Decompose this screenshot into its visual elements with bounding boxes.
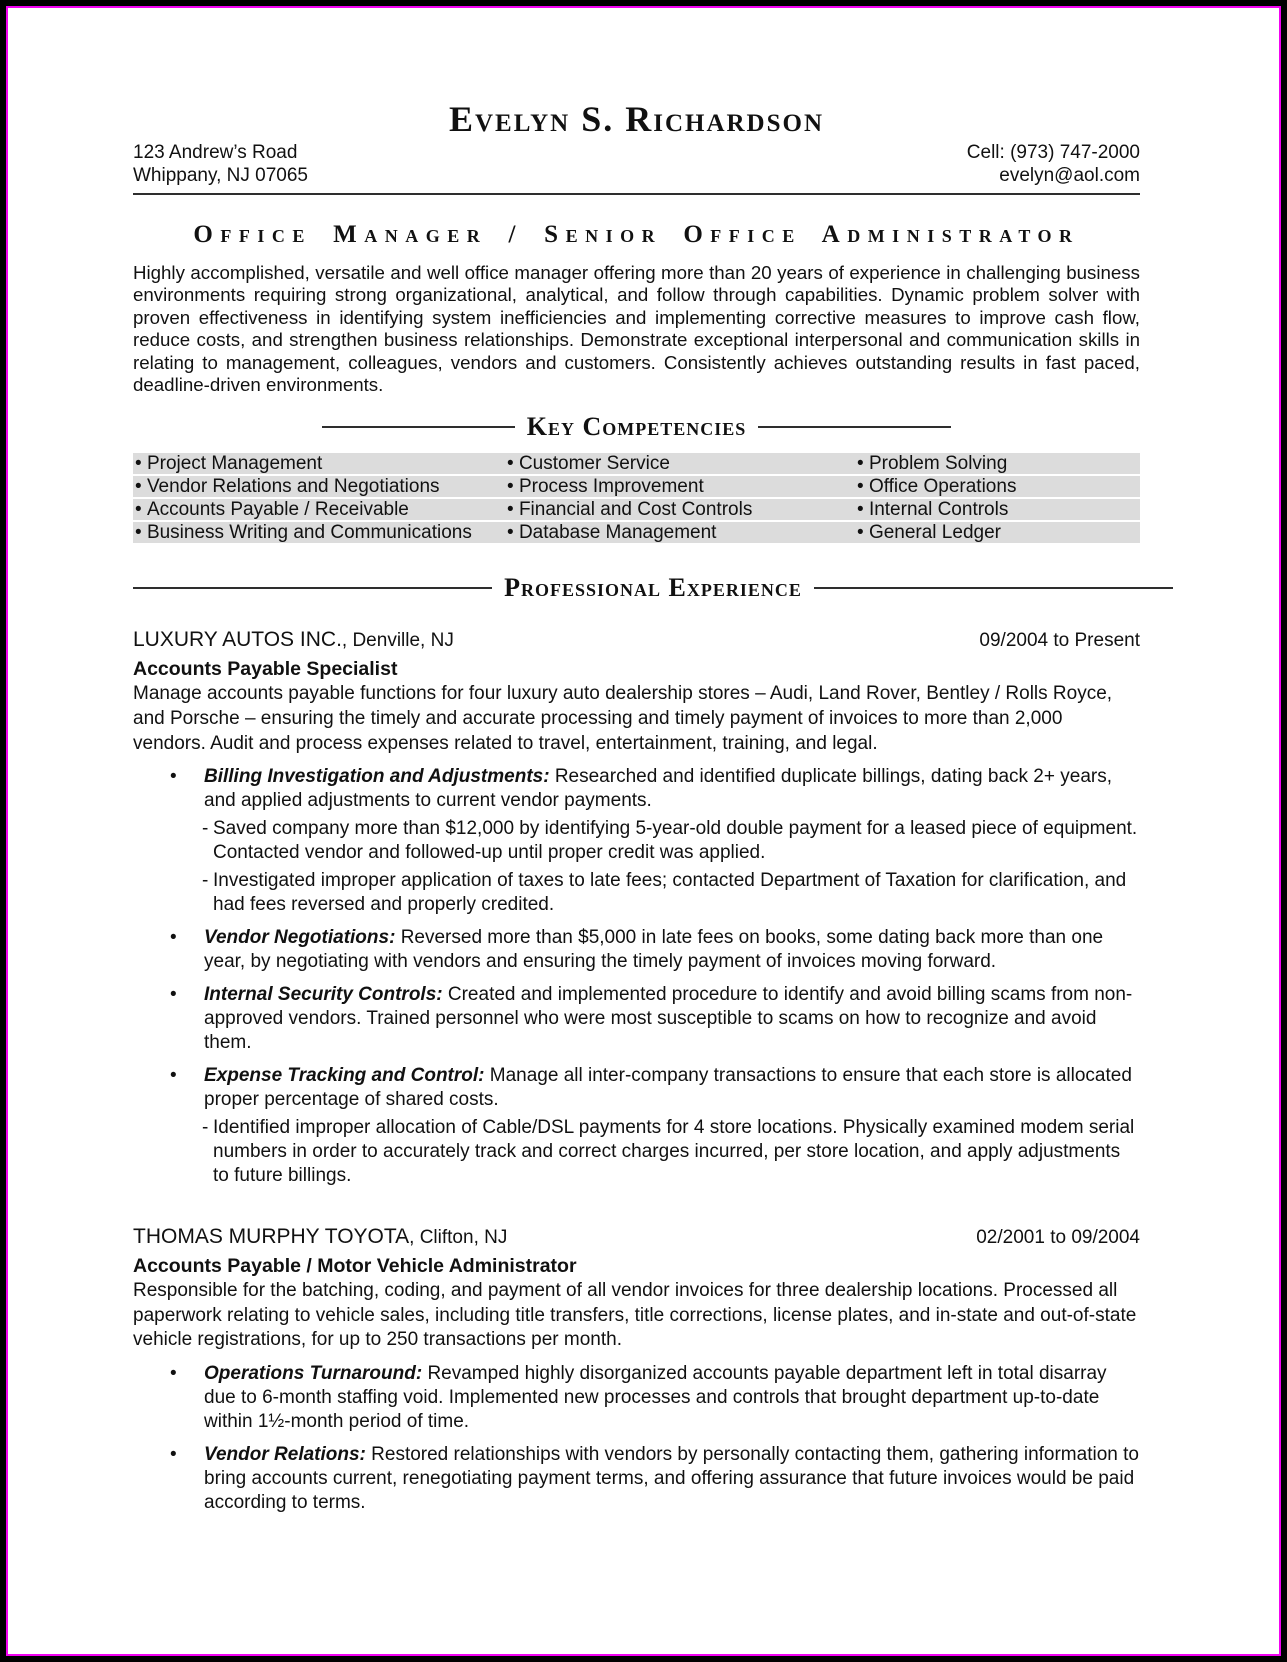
bullet-lead: Vendor Negotiations:	[204, 927, 396, 949]
competency-item: • Problem Solving	[855, 453, 1140, 474]
target-job-title: Office Manager / Senior Office Administrator	[193, 221, 1080, 248]
job-dates: 02/2001 to 09/2004	[976, 1227, 1140, 1249]
competency-item: • Database Management	[505, 522, 855, 543]
professional-experience-heading	[133, 573, 1173, 603]
job-entry	[133, 628, 1140, 1188]
resume-content	[133, 100, 1140, 1515]
competency-item: • Project Management	[133, 453, 505, 474]
competency-item: • Process Improvement	[505, 476, 855, 497]
list-item	[133, 1064, 1140, 1112]
contact-block	[133, 141, 1140, 187]
address-line-2: Whippany, NJ 07065	[133, 165, 308, 186]
competency-item: • Office Operations	[855, 476, 1140, 497]
heading-line-right	[758, 426, 951, 428]
heading-line-left	[133, 587, 492, 589]
phone-number: Cell: (973) 747-2000	[966, 142, 1140, 163]
bullet-lead: Vendor Relations:	[204, 1444, 366, 1465]
job-description: Manage accounts payable functions for four luxury auto dealership stores – Audi, Land Rover, Bentley / Rolls Royce, and Porsche – ensuring the timely and accurate processing and timely payment of invoices to more than 2,000 vendors. Audit and process expenses related to travel, entertainment, training, and legal.	[133, 683, 1113, 754]
list-item	[133, 1443, 1140, 1515]
bullet-text: Researched and identified duplicate billings, dating back 2+ years, and applied adjustments to current vendor payments.	[204, 766, 1112, 812]
competency-item: • Internal Controls	[855, 499, 1140, 520]
heading-line-left	[322, 426, 515, 428]
list-item	[133, 1362, 1140, 1434]
competency-item: • Business Writing and Communications	[133, 522, 505, 543]
competency-item: • Customer Service	[505, 453, 855, 474]
person-name: Evelyn S. Richardson	[448, 99, 825, 139]
key-competencies-title: Key Competencies	[526, 412, 747, 442]
sub-list-item: - Saved company more than $12,000 by identifying 5-year-old double payment for a leased piece of equipment. Contacted vendor and followed-up until proper credit was applied.	[133, 817, 1140, 865]
job-title: Accounts Payable Specialist	[133, 658, 398, 681]
address-line-1: 123 Andrew’s Road	[133, 142, 298, 163]
sub-list-item: - Identified improper allocation of Cable/DSL payments for 4 store locations. Physically examined modem serial numbers in order to accurately track and correct charges incurred, per store location, and apply adjustments to future billings.	[133, 1116, 1140, 1188]
resume-page	[6, 6, 1281, 1656]
job-dates: 09/2004 to Present	[979, 630, 1140, 652]
company-line	[133, 1225, 507, 1249]
list-item	[133, 765, 1140, 813]
job-description: Responsible for the batching, coding, and payment of all vendor invoices for three dealership locations. Processed all paperwork relating to vehicle sales, including title transfers, title corrections, license plates, and in-state and out-of-state vehicle registrations, for up to 250 transactions per month.	[133, 1280, 1137, 1351]
professional-experience-title: Professional Experience	[504, 573, 802, 603]
key-competencies-table	[133, 453, 1140, 543]
bullet-lead: Billing Investigation and Adjustments:	[204, 766, 550, 788]
company-line	[133, 628, 454, 652]
bullet-lead: Expense Tracking and Control:	[204, 1065, 485, 1087]
bullet-text: Revamped highly disorganized accounts payable department left in total disarray due to 6-month staffing void. Implemented new processes and controls that brought department up-to-date within 1½-month period of time.	[204, 1363, 1107, 1432]
competency-item: • Financial and Cost Controls	[505, 499, 855, 520]
bullet-lead: Internal Security Controls:	[204, 984, 443, 1006]
contact-address	[133, 141, 308, 187]
list-item	[133, 926, 1140, 974]
job-title: Accounts Payable / Motor Vehicle Administrator	[133, 1255, 577, 1278]
job-header	[133, 1225, 1140, 1249]
sub-list-item: - Investigated improper application of taxes to late fees; contacted Department of Taxation for clarification, and had fees reversed and properly credited.	[133, 869, 1140, 917]
heading-line-right	[814, 587, 1173, 589]
table-row	[133, 522, 1140, 543]
job-entry	[133, 1225, 1140, 1515]
header-divider	[133, 193, 1140, 195]
competency-item: • Accounts Payable / Receivable	[133, 499, 505, 520]
list-item	[133, 983, 1140, 1055]
company-location: , Denville, NJ	[341, 630, 454, 652]
key-competencies-heading	[133, 412, 1140, 442]
company-location: , Clifton, NJ	[409, 1227, 508, 1249]
table-row	[133, 499, 1140, 520]
competency-item: • General Ledger	[855, 522, 1140, 543]
table-row	[133, 476, 1140, 497]
company-name: LUXURY AUTOS INC.	[133, 628, 342, 652]
bullet-lead: Operations Turnaround:	[204, 1363, 423, 1384]
bullet-text: Created and implemented procedure to identify and avoid billing scams from non-approved vendors. Trained personnel who were most susceptible to scams on how to recognize and avoid them.	[204, 984, 1133, 1054]
competency-item: • Vendor Relations and Negotiations	[133, 476, 505, 497]
email-address: evelyn@aol.com	[999, 165, 1140, 186]
table-row	[133, 453, 1140, 474]
company-name: THOMAS MURPHY TOYOTA	[133, 1225, 410, 1249]
bullet-text: Reversed more than $5,000 in late fees on books, some dating back more than one year, by negotiating with vendors and ensuring the timely payment of invoices moving forward.	[204, 927, 1104, 973]
professional-summary: Highly accomplished, versatile and well office manager offering more than 20 years of experience in challenging business environments requiring strong organizational, analytical, and follow through capabilities. Dynamic problem solver with proven effectiveness in identifying system inefficiencies and implementing corrective measures to improve cash flow, reduce costs, and strengthen business relationships. Demonstrate exceptional interpersonal and communication skills in relating to management, colleagues, vendors and customers. Consistently achieves outstanding results in fast paced, deadline-driven environments.	[133, 262, 1140, 396]
job-header	[133, 628, 1140, 652]
bullet-text: Manage all inter-company transactions to ensure that each store is allocated proper percentage of shared costs.	[204, 1065, 1132, 1111]
bullet-text: Restored relationships with vendors by personally contacting them, gathering information to bring accounts current, renegotiating payment terms, and offering assurance that future invoices would be paid according to terms.	[204, 1444, 1139, 1513]
contact-phone-email	[967, 141, 1140, 187]
